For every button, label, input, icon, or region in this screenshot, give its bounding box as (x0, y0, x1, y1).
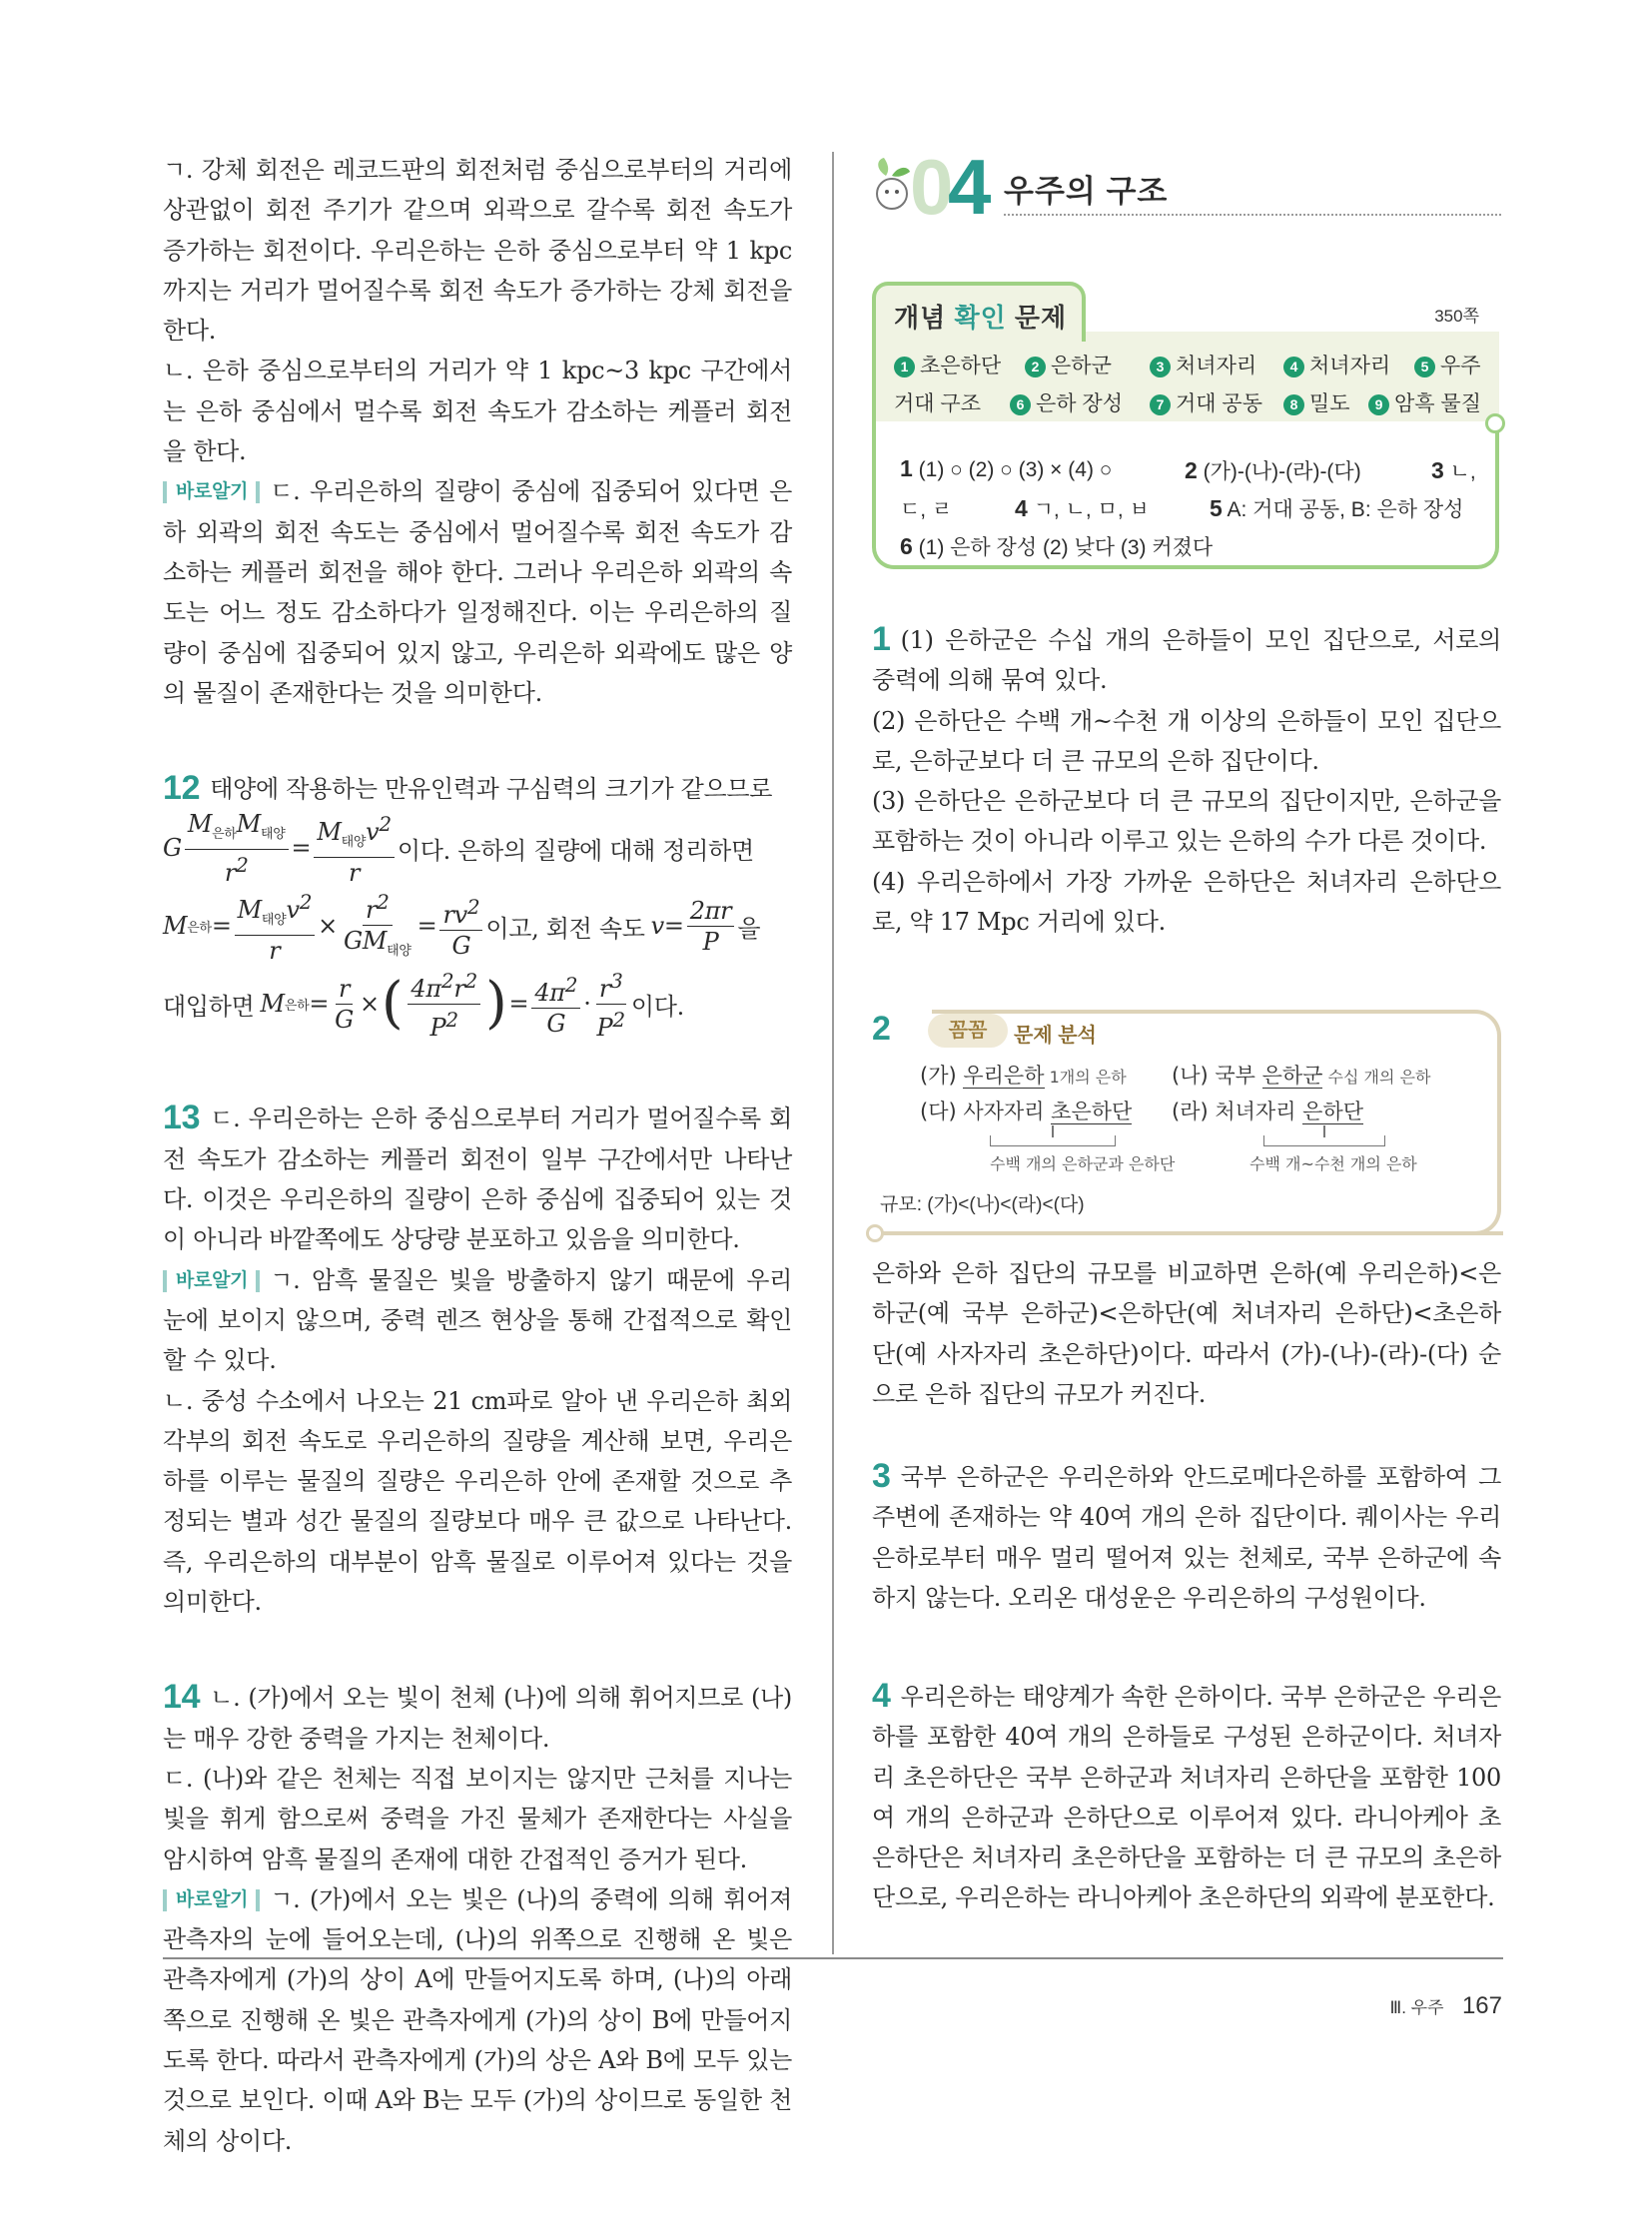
box-tab: 개념 확인 문제 (872, 282, 1086, 342)
answer: 4 ㄱ, ㄴ, ㅁ, ㅂ (1015, 495, 1150, 521)
section-header (872, 143, 1501, 231)
question-number: 14 (163, 1678, 201, 1717)
formula-1: G $\frac{M_{은하}M_{태양}}{r^2}$ = $\frac{M_{태양}v^2}{r}$ 이다. 은하의 질량에 대해 정리하면 (163, 809, 754, 888)
paragraph: ㄱ. (가)에서 오는 빛은 (나)의 중력에 의해 휘어져 관측자의 눈에 들어오는데, (나)의 위쪽으로 진행해 온 빛은 관측자에게 (가)의 상이 A에 만들어지도록 하며, (나)의 아래쪽으로 진행해 온 빛은 관측자에게 (가)의 상이 B에 만들어지도록 한다. 따라서 관측자에게 (가)의 상은 A와 B에 모두 있는 것으로 보인다. 이때 A와 B는 모두 (가)의 상이므로 동일한 천체의 상이다. (163, 1884, 792, 2155)
formula-3: 대입하면 M 은하 = $\frac{r}{G}$ × ( $\frac{4\pi^2r^2}{P^2}$ ) = $\frac{4\pi^2}{G}$ · $\frac{r^3}{P^2}$ 이다. (163, 965, 792, 1043)
paragraph: 은하와 은하 집단의 규모를 비교하면 은하(예 우리은하)<은하군(예 국부 은하군)<은하단(예 처녀자리 은하단)<초은하단(예 사자자리 초은하단)이다. 따라서 (가)-(나)-(라)-(다) 순으로 은하 집단의 규모가 커진다. (872, 1259, 1501, 1408)
answer: 3 ㄴ, (1431, 457, 1476, 483)
paragraph: ㄷ. 우리은하는 은하 중심으로부터 거리가 멀어질수록 회전 속도가 감소하는 케플러 회전이 일부 구간에서만 나타난다. 이것은 우리은하의 질량이 은하 중심에 집중되어 있는 것이 아니라 바깥쪽에도 상당량 분포하고 있음을 의미한다. (163, 1105, 792, 1254)
paragraph: ㄱ. 강체 회전은 레코드판의 회전처럼 중심으로부터의 거리에 상관없이 회전 주기가 같으며 외곽으로 갈수록 회전 속도가 증가하는 회전이다. 우리은하는 은하 중심으로부터 약 1 kpc까지는 거리가 멀어질수록 회전 속도가 증가하는 강체 회전을 한다. (163, 156, 792, 346)
paragraph: (1) 은하군은 수십 개의 은하들이 모인 집단으로, 서로의 중력에 의해 묶여 있다. (872, 626, 1501, 695)
analysis-badge: 꼼꼼 (928, 1014, 1008, 1048)
item-da: (다) 사자자리 초은하단 (920, 1100, 1133, 1123)
question-number: 4 (872, 1677, 891, 1715)
annotation-bracket (990, 1135, 1116, 1146)
title-underline (1004, 214, 1501, 216)
answer-1 (872, 619, 1501, 942)
annotation-da: 수백 개의 은하군과 은하단 (990, 1154, 1176, 1173)
paragraph: ㄴ. 은하 중심으로부터의 거리가 약 1 kpc~3 kpc 구간에서는 은하 중심에서 멀수록 회전 속도가 감소하는 케플러 회전을 한다. (163, 357, 792, 466)
formula-2: M 은하 = $\frac{M_{태양}v^2}{r}$ × $\frac{r^2}{GM_{태양}}$ = $\frac{rv^2}{G}$ 이고, 회전 속도 v = $\frac{2\pi r}{P}$ 을 (163, 887, 792, 965)
page-number: 167 (1461, 1992, 1502, 2019)
correction-tag: 바로알기 (163, 1270, 260, 1292)
annotation-ra: 수백 개~수천 개의 은하 (1249, 1154, 1417, 1173)
keyword-continued: 거대 구조 (894, 392, 981, 415)
column-divider (832, 152, 834, 1954)
ring-ornament (1485, 413, 1505, 433)
item-ra: (라) 처녀자리 은하단 (1172, 1100, 1364, 1123)
paragraph: 바로알기 ㄷ. 우리은하의 질량이 중심에 집중되어 있다면 은하 외곽의 회전 속도는 중심에서 멀어질수록 회전 속도가 감소하는 케플러 회전을 해야 한다. 그러나 우리은하 외곽의 속도는 어느 정도 감소하다가 일정해진다. 이는 우리은하의 질량이 중심에 집중되어 있지 않고, 우리은하 외곽에도 많은 양의 물질이 존재한다는 것을 의미한다. (163, 477, 792, 707)
box-bottom-rule (872, 1231, 1503, 1235)
section-number: 4 (948, 143, 992, 231)
answer-13 (163, 1098, 792, 1622)
answer-4 (872, 1676, 1501, 1918)
keyword: 3 처녀자리 (1150, 350, 1256, 379)
paragraph: ㄴ. (가)에서 오는 빛이 천체 (나)에 의해 휘어지므로 (나)는 매우 강한 중력을 가지는 천체이다. (163, 1684, 792, 1753)
section-title: 우주의 구조 (1004, 174, 1169, 209)
answer-14 (163, 1677, 792, 2161)
paragraph: ㄷ. (나)와 같은 천체는 직접 보이지는 않지만 근처를 지나는 빛을 휘게 함으로써 중력을 가진 물체가 존재한다는 사실을 암시하여 암흑 물질의 존재에 대한 간접적인 증거가 된다. (163, 1764, 792, 1873)
answer-3 (872, 1456, 1501, 1618)
paragraph: 태양에 작용하는 만유인력과 구심력의 크기가 같으므로 (210, 775, 773, 804)
paragraph: 국부 은하군은 우리은하와 안드로메다은하를 포함하여 그 주변에 존재하는 약 40여 개의 은하 집단이다. 퀘이사는 우리은하로부터 매우 멀리 떨어져 있는 천체로, 국부 은하군에 속하지 않는다. 오리온 대성운은 우리은하의 구성원이다. (872, 1463, 1501, 1612)
answer-2-explanation (872, 1253, 1501, 1414)
keyword: 2 은하군 (1025, 350, 1112, 379)
paragraph: (3) 은하단은 은하군보다 더 큰 규모의 집단이지만, 은하군을 포함하는 것이 아니라 이루고 있는 은하의 수가 다른 것이다. (872, 787, 1501, 856)
paragraph: ㄱ. 암흑 물질은 빛을 방출하지 않기 때문에 우리 눈에 보이지 않으며, 중력 렌즈 현상을 통해 간접적으로 확인할 수 있다. (163, 1265, 792, 1375)
paragraph: ㄴ. 중성 수소에서 나오는 21 cm파로 알아 낸 우리은하 최외각부의 회전 속도로 우리은하의 질량을 계산해 보면, 우리은하를 이루는 물질의 질량은 우리은하 안에 존재할 것으로 추정되는 별과 성간 물질의 질량보다 매우 큰 값으로 나타난다. 즉, 우리은하의 대부분이 암흑 물질로 이루어져 있다는 것을 의미한다. (163, 1386, 792, 1617)
keyword: 4 처녀자리 (1283, 350, 1390, 379)
question-number: 2 (872, 1010, 891, 1048)
keyword: 6 은하 장성 (1010, 387, 1123, 417)
section-number-zero: 0 (910, 143, 954, 231)
problem-analysis-box (872, 1010, 1503, 1235)
scale-order: 규모: (가)<(나)<(라)<(다) (880, 1194, 1085, 1215)
annotation-bracket (1263, 1135, 1385, 1146)
ring-ornament (866, 1224, 884, 1242)
item-ga: (가) 우리은하 1개의 은하 (920, 1064, 1127, 1088)
answer-continued: ㄷ, ㄹ (900, 498, 953, 521)
page-reference: 350쪽 (1434, 307, 1479, 326)
answer-11-continued (163, 150, 792, 713)
question-number: 3 (872, 1457, 891, 1495)
answer: 1 (1) ○ (2) ○ (3) × (4) ○ (900, 455, 1113, 481)
question-number: 1 (872, 620, 891, 658)
correction-tag: 바로알기 (163, 481, 260, 503)
keyword: 7 거대 공동 (1150, 387, 1262, 417)
paragraph: (4) 우리은하에서 가장 가까운 은하단은 처녀자리 은하단으로, 약 17 Mpc 거리에 있다. (872, 867, 1501, 937)
paragraph: (2) 은하단은 수백 개~수천 개 이상의 은하들이 모인 집단으로, 은하군보다 더 큰 규모의 은하 집단이다. (872, 706, 1501, 775)
answer: 6 (1) 은하 장성 (2) 낮다 (3) 커졌다 (900, 533, 1214, 559)
box-title: 문제 분석 (1014, 1025, 1097, 1047)
answer: 2 (가)-(나)-(라)-(다) (1185, 457, 1361, 483)
item-na: (나) 국부 은하군 수십 개의 은하 (1172, 1064, 1431, 1088)
right-column (872, 619, 1501, 942)
left-column (163, 150, 792, 2216)
keyword: 5 우주 (1414, 350, 1481, 379)
keyword: 8 밀도 (1283, 387, 1350, 417)
correction-tag: 바로알기 (163, 1889, 260, 1911)
page-footer (1389, 1992, 1502, 2020)
question-number: 13 (163, 1099, 201, 1137)
keyword: 1 초은하단 (894, 350, 1001, 379)
unit-label: Ⅲ. 우주 (1389, 1998, 1444, 2017)
answer: 5 A: 거대 공동, B: 은하 장성 (1210, 495, 1464, 521)
keyword: 9 암흑 물질 (1368, 387, 1481, 417)
answer-12 (163, 768, 792, 1043)
concept-check-box (872, 282, 1499, 581)
question-number: 12 (163, 769, 201, 808)
paragraph: 우리은하는 태양계가 속한 은하이다. 국부 은하군은 우리은하를 포함한 40여 개의 은하들로 구성된 은하군이다. 처녀자리 초은하단은 국부 은하군과 처녀자리 은하단을 포함한 100여 개의 은하군과 은하단으로 이루어져 있다. 라니아케아 초은하단은 처녀자리 초은하단을 포함하는 더 큰 규모의 초은하단으로, 우리은하는 라니아케아 초은하단의 외곽에 분포한다. (872, 1683, 1501, 1912)
